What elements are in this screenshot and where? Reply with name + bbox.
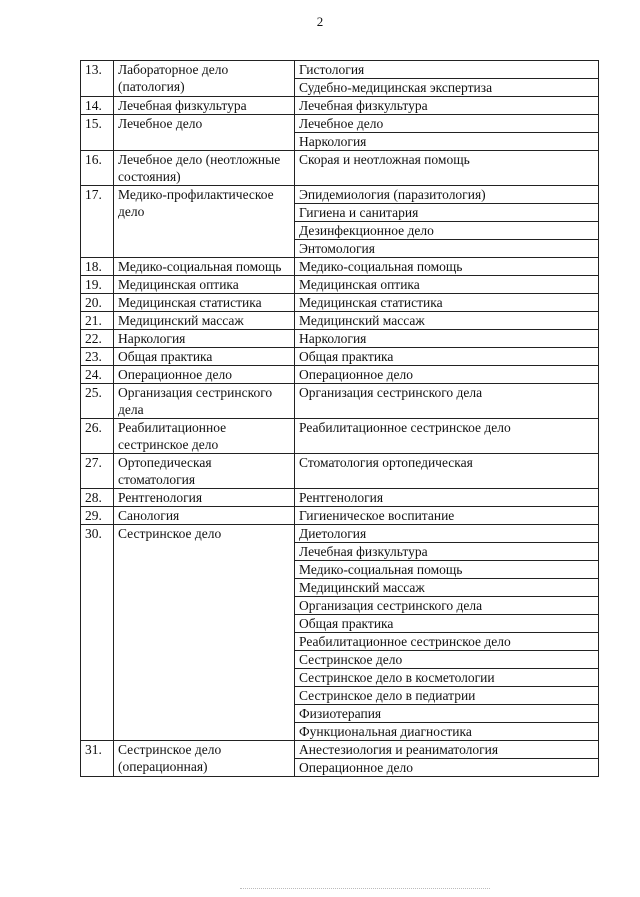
subspecialty-cell: [295, 151, 599, 186]
subspecialty-list: [295, 348, 598, 365]
subspecialty-item: Судебно-медицинская экспертиза: [295, 78, 598, 96]
subspecialty-list: [295, 258, 598, 275]
specialty-cell: Операционное дело: [114, 366, 295, 384]
table-row: [81, 294, 599, 312]
row-number: 18.: [81, 258, 114, 276]
subspecialty-item: Реабилитационное сестринское дело: [299, 420, 511, 435]
table-row: [81, 61, 599, 97]
subspecialty-list: [295, 525, 598, 740]
specialty-cell: Общая практика: [114, 348, 295, 366]
subspecialty-item: Гигиеническое воспитание: [299, 508, 455, 523]
specialty-cell: Медицинский массаж: [114, 312, 295, 330]
row-number: 13.: [81, 61, 114, 97]
subspecialty-list: [295, 366, 598, 383]
row-number: 15.: [81, 115, 114, 151]
subspecialty-item: Медицинский массаж: [299, 313, 425, 328]
specialty-cell: Лабораторное дело (патология): [114, 61, 295, 97]
subspecialty-cell: [295, 366, 599, 384]
subspecialty-item: Лечебное дело: [299, 116, 384, 131]
subspecialty-cell: [295, 276, 599, 294]
specialty-cell: Лечебная физкультура: [114, 97, 295, 115]
table-row: [81, 454, 599, 489]
specialty-cell: Сестринское дело: [114, 525, 295, 741]
subspecialty-item: Рентгенология: [299, 490, 384, 505]
subspecialty-item: Физиотерапия: [295, 704, 598, 722]
subspecialty-list: [295, 312, 598, 329]
row-number: 21.: [81, 312, 114, 330]
row-number: 24.: [81, 366, 114, 384]
subspecialty-cell: [295, 489, 599, 507]
subspecialty-item: Эпидемиология (паразитология): [299, 187, 486, 202]
row-number: 31.: [81, 741, 114, 777]
specialty-cell: Медико-социальная помощь: [114, 258, 295, 276]
subspecialty-list: [295, 276, 598, 293]
subspecialty-cell: [295, 258, 599, 276]
table-row: [81, 419, 599, 454]
subspecialty-list: [295, 151, 598, 168]
row-number: 17.: [81, 186, 114, 258]
subspecialty-cell: [295, 348, 599, 366]
subspecialty-item: Общая практика: [295, 614, 598, 632]
subspecialty-item: Стоматология ортопедическая: [299, 455, 473, 470]
subspecialty-list: [295, 741, 598, 776]
subspecialty-item: Медицинская статистика: [299, 295, 443, 310]
subspecialty-list: [295, 507, 598, 524]
subspecialty-list: [295, 61, 598, 96]
specialty-cell: Медико-профилактическое дело: [114, 186, 295, 258]
table-row: [81, 330, 599, 348]
subspecialty-item: Сестринское дело в косметологии: [295, 668, 598, 686]
table-row: [81, 366, 599, 384]
subspecialty-cell: [295, 741, 599, 777]
subspecialty-item: Скорая и неотложная помощь: [299, 152, 470, 167]
row-number: 16.: [81, 151, 114, 186]
table-row: [81, 258, 599, 276]
subspecialty-item: Медицинская оптика: [299, 277, 420, 292]
table-row: [81, 186, 599, 258]
table-row: [81, 151, 599, 186]
subspecialty-item: Лечебная физкультура: [299, 98, 428, 113]
row-number: 29.: [81, 507, 114, 525]
specialty-cell: Лечебное дело: [114, 115, 295, 151]
subspecialty-item: Операционное дело: [295, 758, 598, 776]
table-row: [81, 525, 599, 741]
specialty-cell: Сестринское дело (операционная): [114, 741, 295, 777]
subspecialty-cell: [295, 115, 599, 151]
subspecialty-cell: [295, 525, 599, 741]
subspecialty-cell: [295, 294, 599, 312]
table-row: [81, 489, 599, 507]
scan-artifact: [240, 888, 490, 891]
table-row: [81, 507, 599, 525]
subspecialty-item: Сестринское дело в педиатрии: [295, 686, 598, 704]
subspecialty-item: Общая практика: [299, 349, 394, 364]
page-number: 2: [316, 14, 324, 29]
specialty-cell: Лечебное дело (неотложные состояния): [114, 151, 295, 186]
subspecialty-item: Операционное дело: [299, 367, 413, 382]
subspecialty-cell: [295, 507, 599, 525]
subspecialty-list: [295, 330, 598, 347]
subspecialty-list: [295, 115, 598, 150]
subspecialty-list: [295, 97, 598, 114]
subspecialty-item: Наркология: [295, 132, 598, 150]
subspecialty-item: Дезинфекционное дело: [295, 221, 598, 239]
subspecialty-list: [295, 489, 598, 506]
specialty-table: [80, 60, 599, 777]
table-row: [81, 384, 599, 419]
table-row: [81, 741, 599, 777]
specialty-cell: Ортопедическая стоматология: [114, 454, 295, 489]
subspecialty-item: Организация сестринского дела: [295, 596, 598, 614]
subspecialty-cell: [295, 312, 599, 330]
subspecialty-item: Реабилитационное сестринское дело: [295, 632, 598, 650]
subspecialty-cell: [295, 419, 599, 454]
row-number: 20.: [81, 294, 114, 312]
subspecialty-item: Гигиена и санитария: [295, 203, 598, 221]
row-number: 26.: [81, 419, 114, 454]
specialty-cell: Медицинская статистика: [114, 294, 295, 312]
subspecialty-item: Гистология: [299, 62, 365, 77]
subspecialty-item: Энтомология: [295, 239, 598, 257]
specialty-cell: Санология: [114, 507, 295, 525]
subspecialty-cell: [295, 186, 599, 258]
table-row: [81, 276, 599, 294]
subspecialty-item: Наркология: [299, 331, 367, 346]
subspecialty-item: Медицинский массаж: [295, 578, 598, 596]
subspecialty-item: Анестезиология и реаниматология: [299, 742, 499, 757]
row-number: 23.: [81, 348, 114, 366]
subspecialty-list: [295, 186, 598, 257]
subspecialty-item: Лечебная физкультура: [295, 542, 598, 560]
subspecialty-list: [295, 294, 598, 311]
subspecialty-list: [295, 419, 598, 436]
subspecialty-list: [295, 454, 598, 471]
row-number: 28.: [81, 489, 114, 507]
subspecialty-item: Организация сестринского дела: [299, 385, 483, 400]
subspecialty-cell: [295, 61, 599, 97]
row-number: 14.: [81, 97, 114, 115]
table-body: [81, 61, 599, 777]
row-number: 30.: [81, 525, 114, 741]
subspecialty-item: Медико-социальная помощь: [295, 560, 598, 578]
subspecialty-item: Медико-социальная помощь: [299, 259, 463, 274]
subspecialty-cell: [295, 97, 599, 115]
subspecialty-item: Диетология: [299, 526, 367, 541]
subspecialty-cell: [295, 330, 599, 348]
row-number: 27.: [81, 454, 114, 489]
specialty-cell: Рентгенология: [114, 489, 295, 507]
table-row: [81, 348, 599, 366]
table-row: [81, 97, 599, 115]
row-number: 22.: [81, 330, 114, 348]
specialty-cell: Медицинская оптика: [114, 276, 295, 294]
table-row: [81, 312, 599, 330]
row-number: 25.: [81, 384, 114, 419]
table-row: [81, 115, 599, 151]
subspecialty-item: Функциональная диагностика: [295, 722, 598, 740]
subspecialty-cell: [295, 384, 599, 419]
specialty-cell: Реабилитационное сестринское дело: [114, 419, 295, 454]
subspecialty-cell: [295, 454, 599, 489]
subspecialty-list: [295, 384, 598, 401]
specialty-cell: Организация сестринского дела: [114, 384, 295, 419]
subspecialty-item: Сестринское дело: [295, 650, 598, 668]
row-number: 19.: [81, 276, 114, 294]
specialty-cell: Наркология: [114, 330, 295, 348]
